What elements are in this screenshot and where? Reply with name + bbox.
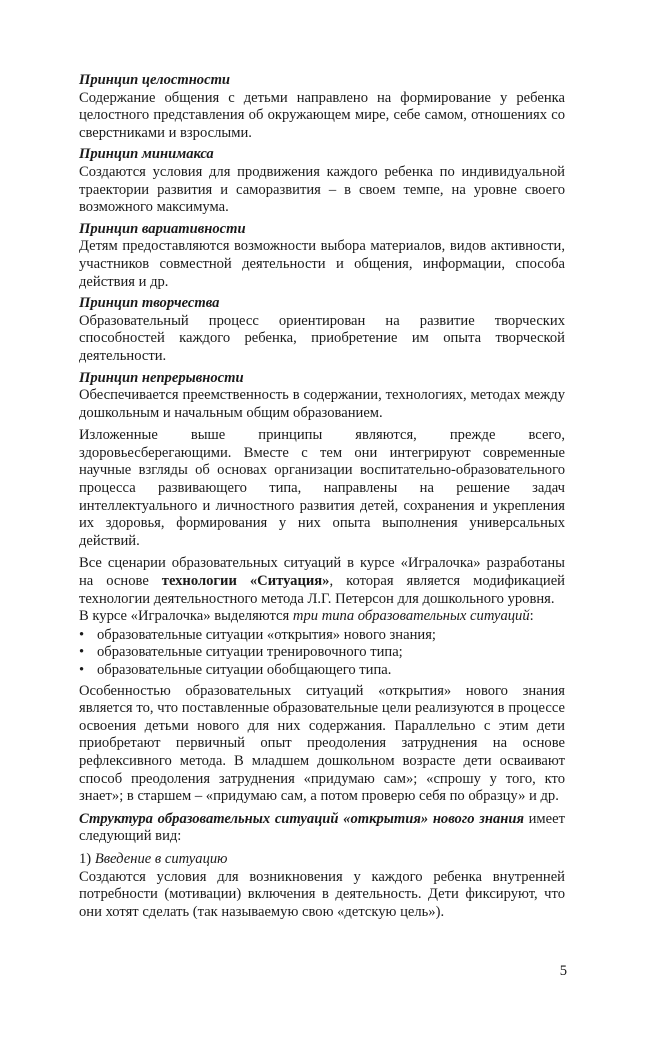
feature-paragraph: Особенностью образовательных ситуаций «открытия» нового знания является то, что поставленные образовательные цели реализуются в процессе освоения детьми нового для них содержания. Параллельно с этим дети приобретают первичный опыт преодоления затруднения на основе рефлексивного метода. В младшем дошкольном возрасте дети осваивают способ преодоления затруднения «придумаю сам»; «спрошу у того, кто знает»; в старшем – «придумаю сам, а потом проверю себя по образцу» и др.	[79, 682, 565, 805]
structure-title: Структура образовательных ситуаций «открытия» нового знания	[79, 810, 524, 827]
principle-title: Принцип непрерывности	[79, 369, 244, 386]
principle-text: Детям предоставляются возможности выбора материалов, видов активности, участников совместной деятельности и общения, информации, способа действия и др.	[79, 238, 565, 290]
step-title: Введение в ситуацию	[94, 850, 228, 867]
principle-title: Принцип минимакса	[79, 146, 214, 163]
principle-text: Обеспечивается преемственность в содержании, технологиях, методах между дошкольным и начальным общим образованием.	[79, 387, 565, 421]
step-text: Создаются условия для возникновения у каждого ребенка внутренней потребности (мотивации) включения в деятельность. Дети фиксируют, что они хотят сделать (так называемую свою «детскую цель»).	[79, 868, 565, 920]
step-number: 1)	[79, 850, 95, 867]
principle-text: Создаются условия для продвижения каждого ребенка по индивидуальной траектории развития и саморазвития – в своем темпе, на уровне своего возможного максимума.	[79, 163, 565, 216]
structure-paragraph	[79, 811, 565, 846]
types-intro-after: :	[529, 608, 534, 625]
scenarios-text-before: Все сценарии образовательных ситуаций в курсе «Игралочка» разработаны на основе	[79, 555, 565, 590]
list-item: • образовательные ситуации «открытия» нового знания;	[79, 627, 565, 645]
types-intro	[79, 608, 565, 626]
types-intro-italic: три типа образовательных ситуаций	[292, 608, 530, 625]
principle-text: Содержание общения с детьми направлено на формирование у ребенка целостного представления об окружающем мире, себе самом, отношениях со сверстниками и взрослыми.	[79, 89, 565, 141]
technology-name: технологии «Ситуация»	[161, 573, 330, 590]
page-body	[79, 72, 565, 921]
scenarios-paragraph	[79, 555, 565, 608]
scenarios-text-after: , которая является модификацией технологии деятельностного метода Л.Г. Петерсон для дошкольного уровня.	[79, 573, 565, 607]
principle-title: Принцип целостности	[79, 72, 231, 88]
principle-text: Образовательный процесс ориентирован на развитие творческих способностей каждого ребенка, приобретение им опыта творческой деятельности.	[79, 312, 565, 364]
list-item: • образовательные ситуации обобщающего типа.	[79, 662, 565, 680]
structure-text-after: имеет следующий вид:	[79, 810, 565, 845]
principle-title: Принцип творчества	[79, 295, 220, 312]
page-number: 5	[559, 963, 567, 979]
types-intro-before: В курсе «Игралочка» выделяются	[79, 608, 293, 625]
summary-paragraph: Изложенные выше принципы являются, прежде всего, здоровьесберегающими. Вместе с тем они интегрируют современные научные взгляды об основах организации воспитательно-образовательного процесса развивающего типа, направлены на решение задач интеллектуального и личностного развития детей, сохранения и укрепления их здоровья, формирования у них опыта выполнения универсальных действий.	[79, 427, 565, 549]
principle-title: Принцип вариативности	[79, 220, 246, 237]
types-list	[79, 627, 565, 680]
list-item: • образовательные ситуации тренировочного типа;	[79, 644, 565, 662]
step-heading	[79, 851, 565, 869]
